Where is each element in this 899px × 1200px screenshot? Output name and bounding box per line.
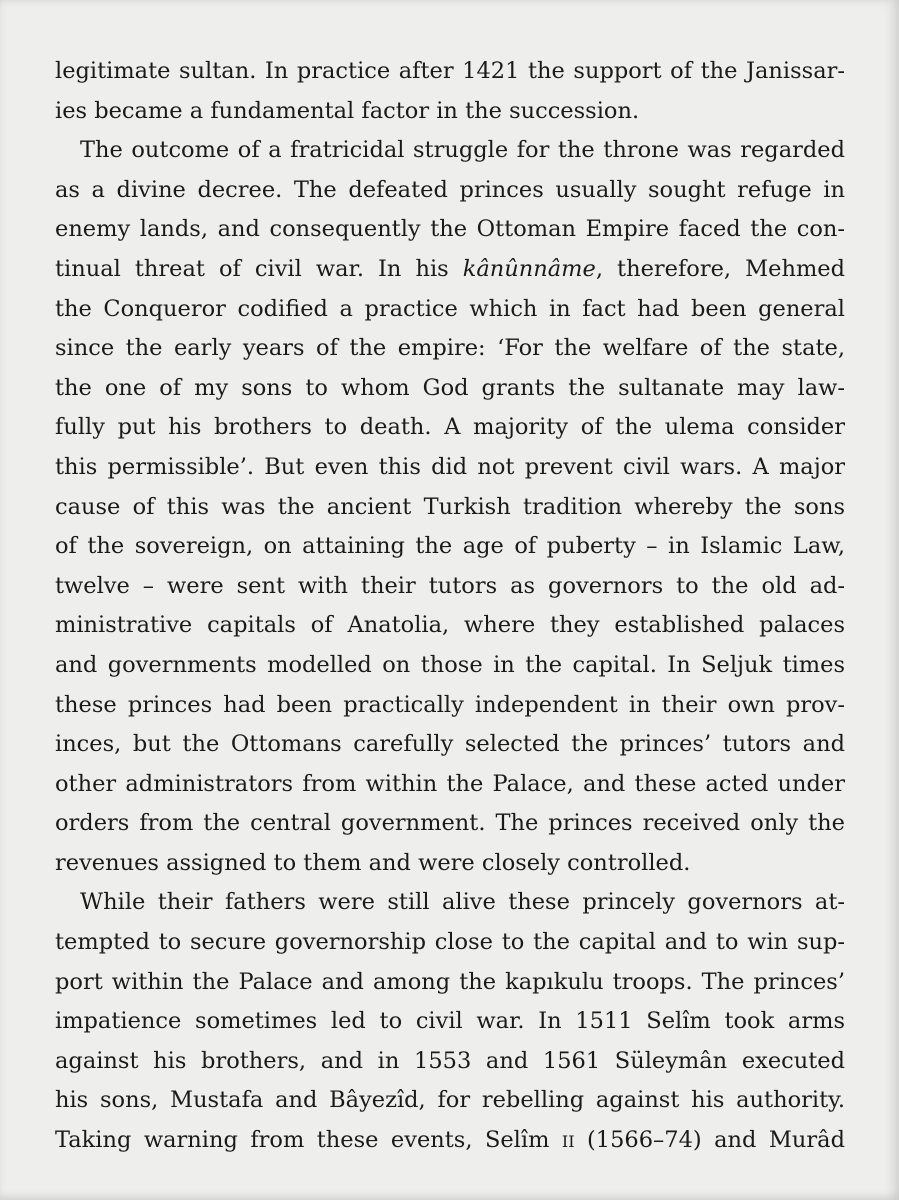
text-line: against his brothers, and in 1553 and 1561 Süleymân executed bbox=[55, 1047, 845, 1074]
text-line: inces, but the Ottomans carefully selected the princes’ tutors and bbox=[55, 731, 845, 758]
text-line: port within the Palace and among the kapıkulu troops. The princes’ bbox=[55, 968, 845, 995]
text-line: tinual threat of civil war. In his kânûnnâme, therefore, Mehmed bbox=[55, 255, 845, 282]
text-line: impatience sometimes led to civil war. In 1511 Selîm took arms bbox=[55, 1008, 845, 1035]
text-line: the one of my sons to whom God grants the sultanate may law- bbox=[55, 374, 845, 401]
text-line: these princes had been practically independent in their own prov- bbox=[55, 691, 845, 718]
text-line: as a divine decree. The defeated princes usually sought refuge in bbox=[55, 176, 845, 203]
text-line: this permissible’. But even this did not prevent civil wars. A major bbox=[55, 453, 845, 480]
text-line: the Conqueror codified a practice which in fact had been general bbox=[55, 295, 845, 322]
text-line: revenues assigned to them and were closely controlled. bbox=[55, 849, 691, 876]
text-line: tempted to secure governorship close to the capital and to win sup- bbox=[55, 929, 845, 956]
text-line: twelve – were sent with their tutors as governors to the old ad- bbox=[55, 572, 845, 599]
text-line: since the early years of the empire: ‘For the welfare of the state, bbox=[55, 335, 845, 362]
text-line: and governments modelled on those in the capital. In Seljuk times bbox=[55, 651, 845, 678]
text-line: ies became a fundamental factor in the succession. bbox=[55, 97, 640, 124]
text-line: While their fathers were still alive these princely governors at- bbox=[80, 889, 845, 916]
paragraph bbox=[55, 52, 845, 131]
paragraph bbox=[55, 883, 845, 1160]
text-line: cause of this was the ancient Turkish tradition whereby the sons bbox=[55, 493, 845, 520]
text-line: of the sovereign, on attaining the age of puberty – in Islamic Law, bbox=[55, 533, 845, 560]
text-line: orders from the central government. The princes received only the bbox=[55, 810, 845, 837]
text-line: ministrative capitals of Anatolia, where they established palaces bbox=[55, 612, 845, 639]
text-line: legitimate sultan. In practice after 1421 the support of the Janissar- bbox=[55, 58, 845, 84]
body-text bbox=[55, 52, 845, 1161]
text-line: other administrators from within the Palace, and these acted under bbox=[55, 770, 845, 797]
text-line: his sons, Mustafa and Bâyezîd, for rebelling against his authority. bbox=[55, 1087, 845, 1114]
paragraph bbox=[55, 131, 845, 883]
text-line: The outcome of a fratricidal struggle for the throne was regarded bbox=[80, 137, 845, 164]
text-line: enemy lands, and consequently the Ottoman Empire faced the con- bbox=[55, 216, 845, 243]
text-line: Taking warning from these events, Selîm ii (1566–74) and Murâd bbox=[55, 1127, 845, 1154]
text-line: fully put his brothers to death. A majority of the ulema consider bbox=[55, 414, 845, 441]
